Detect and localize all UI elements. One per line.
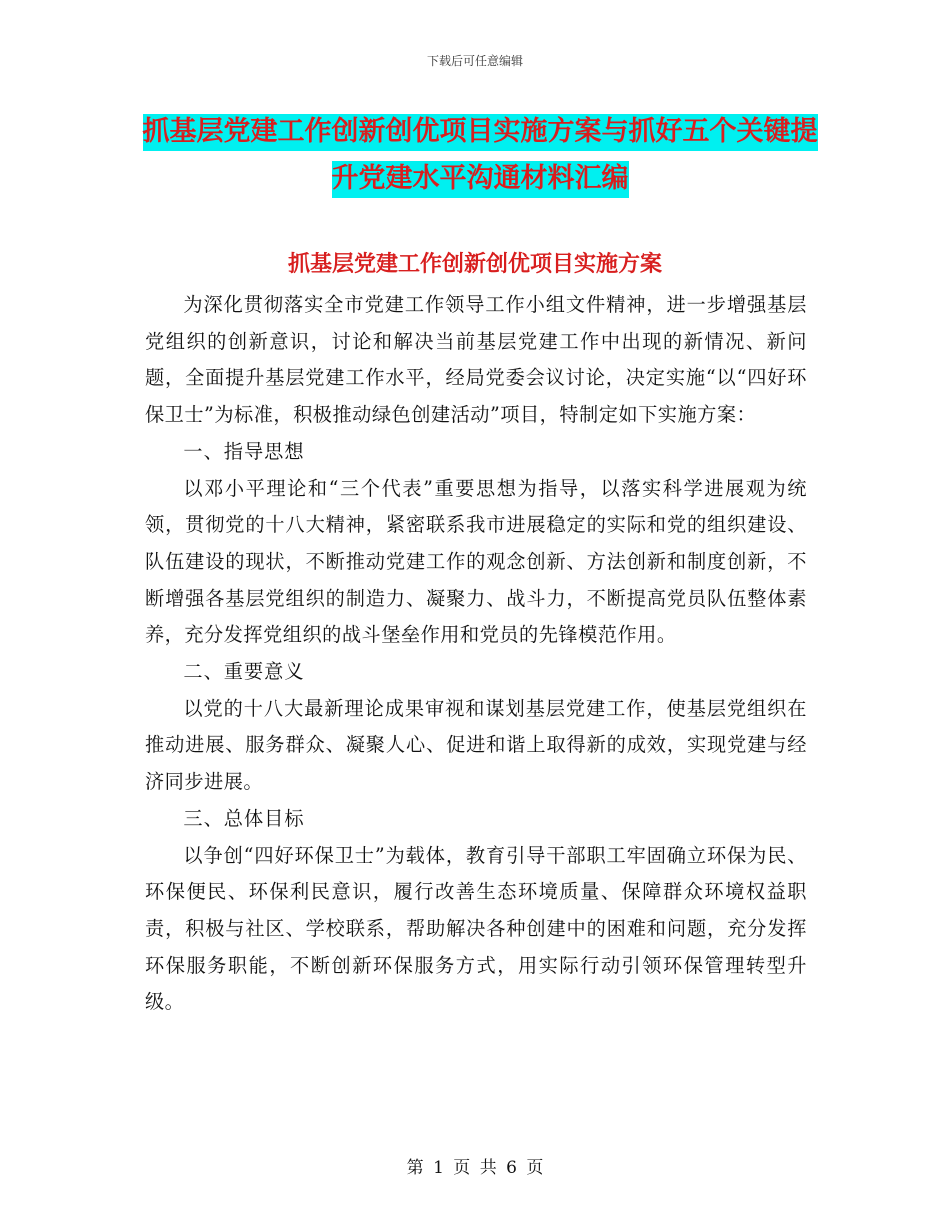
page-header-note: 下载后可任意编辑 <box>426 54 523 68</box>
heading-guiding-thought: 一、指导思想 <box>183 439 305 463</box>
section-title: 抓基层党建工作创新创优项目实施方案 <box>287 252 662 277</box>
document-body <box>145 287 807 1021</box>
heading-significance: 二、重要意义 <box>183 660 305 684</box>
paragraph-intro: 为深化贯彻落实全市党建工作领导工作小组文件精神，进一步增强基层党组织的创新意识，讨论和解决当前基层党建工作中出现的新情况、新问题，全面提升基层党建工作水平，经局党委会议讨论，决定实施“以“四好环保卫士”为标准，积极推动绿色创建活动”项目，特制定如下实施方案： <box>145 293 807 427</box>
document-title <box>140 108 820 202</box>
paragraph-significance: 以党的十八大最新理论成果审视和谋划基层党建工作，使基层党组织在推动进展、服务群众、凝聚人心、促进和谐上取得新的成效，实现党建与经济同步进展。 <box>145 696 807 794</box>
page-number: 第 1 页 共 6 页 <box>406 1158 544 1178</box>
document-title-text: 抓基层党建工作创新创优项目实施方案与抓好五个关键提升党建水平沟通材料汇编 <box>143 114 818 198</box>
paragraph-overall-goal: 以争创“四好环保卫士”为载体，教育引导干部职工牢固确立环保为民、环保便民、环保利民意识，履行改善生态环境质量、保障群众环境权益职责，积极与社区、学校联系，帮助解决各种创建中的困难和问题，充分发挥环保服务职能，不断创新环保服务方式，用实际行动引领环保管理转型升级。 <box>145 843 807 1014</box>
heading-overall-goal: 三、总体目标 <box>183 806 305 830</box>
paragraph-guiding-thought: 以邓小平理论和“三个代表”重要思想为指导，以落实科学进展观为统领，贯彻党的十八大精神，紧密联系我市进展稳定的实际和党的组织建设、队伍建设的现状，不断推动党建工作的观念创新、方法创新和制度创新，不断增强各基层党组织的制造力、凝聚力、战斗力，不断提高党员队伍整体素养，充分发挥党组织的战斗堡垒作用和党员的先锋模范作用。 <box>145 476 807 647</box>
